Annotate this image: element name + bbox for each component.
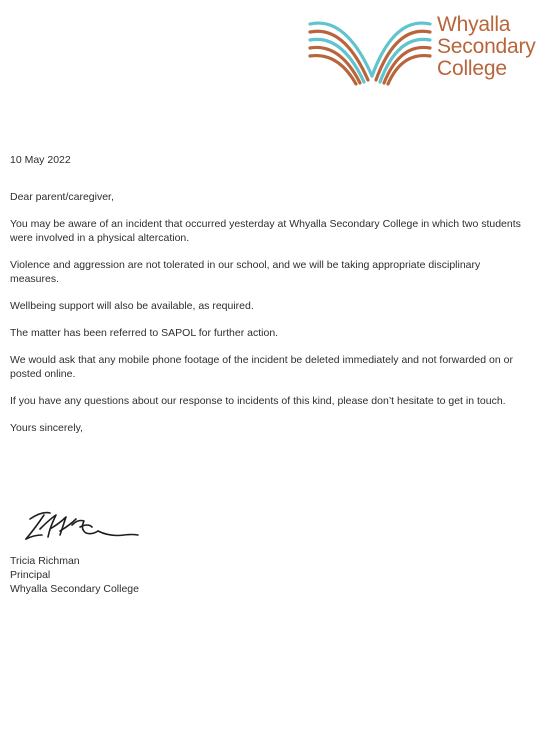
paragraph-discipline: Violence and aggression are not tolerated in our school, and we will be taking appropriate disciplinary measures. — [10, 259, 481, 285]
signatory-title: Principal — [10, 569, 51, 581]
paragraph-sapol: The matter has been referred to SAPOL for further action. — [10, 327, 279, 339]
paragraph-wellbeing: Wellbeing support will also be available, as required. — [10, 300, 254, 312]
salutation: Dear parent/caregiver, — [10, 191, 114, 203]
letter-body — [10, 153, 530, 451]
school-name — [437, 14, 536, 80]
paragraph-footage: We would ask that any mobile phone footage of the incident be deleted immediately and not forwarded on or posted online. — [10, 354, 513, 380]
wing-arcs-logo-icon — [306, 14, 434, 86]
school-name-line1: Whyalla — [437, 13, 511, 36]
signatory-organisation: Whyalla Secondary College — [10, 583, 139, 595]
paragraph-incident: You may be aware of an incident that occurred yesterday at Whyalla Secondary College in which two students were involved in a physical altercation. — [10, 218, 521, 244]
letter-date: 10 May 2022 — [10, 154, 71, 166]
school-name-line3: College — [437, 57, 507, 80]
paragraph-questions: If you have any questions about our response to incidents of this kind, please don’t hesitate to get in touch. — [10, 395, 506, 407]
handwritten-signature-icon — [20, 505, 145, 545]
signatory-block — [10, 554, 139, 596]
closing: Yours sincerely, — [10, 422, 83, 434]
signatory-name: Tricia Richman — [10, 555, 80, 567]
letterhead — [300, 10, 553, 90]
school-name-line2: Secondary — [437, 35, 536, 58]
